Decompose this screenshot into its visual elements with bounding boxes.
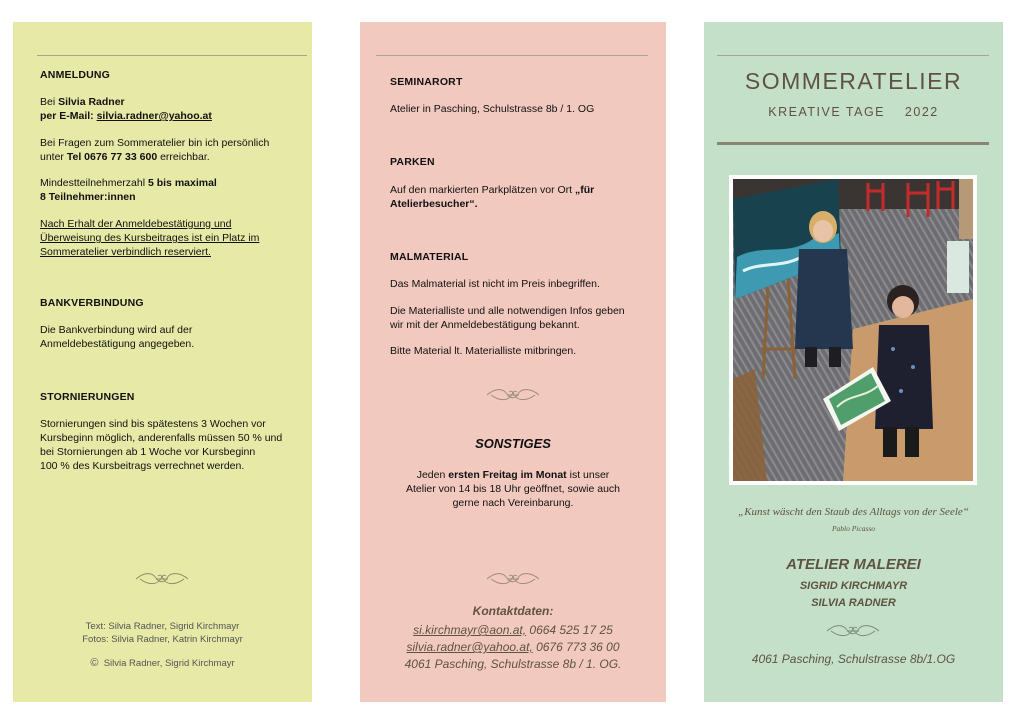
kontakt-email-2[interactable]: silvia.radner@yahoo.at, xyxy=(406,640,533,654)
min-participants-line xyxy=(40,176,217,190)
kontakt-phone-2: 0676 773 36 00 xyxy=(532,640,620,654)
heading-bankverbindung: BANKVERBINDUNG xyxy=(40,297,144,309)
photo-illustration xyxy=(733,179,973,481)
parken-line-1 xyxy=(390,183,594,197)
kontakt-email-1[interactable]: si.kirchmayr@aon.at, xyxy=(413,623,527,637)
ornament-flourish-icon xyxy=(485,570,541,588)
malmaterial-p2-line1: Die Materialliste und alle notwendigen Infos geben xyxy=(390,305,625,317)
artists-photo xyxy=(729,175,977,485)
seminarort-text: Atelier in Pasching, Schulstrasse 8b / 1. OG xyxy=(390,103,595,115)
panel-registration xyxy=(13,22,312,702)
cover-subtitle-line xyxy=(704,105,1003,119)
storno-line-2: Kursbeginn möglich, anderenfalls müssen 50 % und xyxy=(40,432,283,444)
text-max: 8 Teilnehmer:innen xyxy=(40,191,136,203)
sonstiges-text-c: ist unser xyxy=(566,469,610,481)
contact-email-line xyxy=(40,109,212,123)
cover-year: 2022 xyxy=(904,105,939,119)
storno-line-1: Stornierungen sind bis spätestens 3 Wochen vor xyxy=(40,418,266,430)
artist-name-2: SILVIA RADNER xyxy=(811,597,896,609)
text-bei: Bei xyxy=(40,96,59,108)
storno-line-3: bei Stornierungen ab 1 Woche vor Kursbeginn xyxy=(40,446,256,458)
storno-line-4: 100 % des Kursbeitrags verrechnet werden. xyxy=(40,460,245,472)
nach-line-2: Überweisung des Kursbeitrages ist ein Platz im xyxy=(40,232,260,244)
parken-bold-1: „für xyxy=(575,184,595,196)
heading-parken: PARKEN xyxy=(390,156,435,168)
parken-bold-2: Atelierbesucher“. xyxy=(390,198,478,210)
artist-name-1: SIGRID KIRCHMAYR xyxy=(799,580,908,592)
email-link[interactable]: silvia.radner@yahoo.at xyxy=(96,110,212,122)
heading-malmaterial: MALMATERIAL xyxy=(390,251,469,263)
credits-fotos: Fotos: Silvia Radner, Katrin Kirchmayr xyxy=(82,634,243,645)
fragen-line-1: Bei Fragen zum Sommeratelier bin ich persönlich xyxy=(40,137,270,149)
bank-line-2: Anmeldebestätigung angegeben. xyxy=(40,338,195,350)
text-min-range: 5 bis maximal xyxy=(147,177,217,189)
heading-seminarort: SEMINARORT xyxy=(390,76,463,88)
divider-top xyxy=(717,55,989,56)
text-unter: unter xyxy=(40,151,67,163)
parken-line-2 xyxy=(390,197,478,211)
panel-info xyxy=(360,22,666,702)
phone-number: Tel 0676 77 33 600 xyxy=(66,151,158,163)
credits-text: Text: Silvia Radner, Sigrid Kirchmayr xyxy=(85,621,240,632)
bank-line-1: Die Bankverbindung wird auf der xyxy=(40,324,193,336)
divider-top xyxy=(376,55,648,56)
ornament-flourish-icon xyxy=(825,622,881,640)
heading-anmeldung: ANMELDUNG xyxy=(40,69,111,81)
malmaterial-p3: Bitte Material lt. Materialliste mitbringen. xyxy=(390,345,577,357)
atelier-name: ATELIER MALEREI xyxy=(786,556,921,573)
divider-top xyxy=(37,55,307,56)
nach-line-3: Sommeratelier verbindlich reserviert. xyxy=(40,246,211,258)
heading-stornierungen: STORNIERUNGEN xyxy=(40,391,135,403)
sonstiges-text-a: Jeden xyxy=(416,469,449,481)
text-min: Mindestteilnehmerzahl xyxy=(40,177,148,189)
contact-name-line xyxy=(40,95,125,109)
kontakt-line-2 xyxy=(360,639,666,656)
kontakt-phone-1: 0664 525 17 25 xyxy=(526,623,613,637)
sonstiges-line-3: gerne nach Vereinbarung. xyxy=(452,497,574,509)
sonstiges-line-1 xyxy=(360,468,666,482)
cover-subtitle: KREATIVE TAGE xyxy=(768,105,886,119)
contact-name: Silvia Radner xyxy=(58,96,125,108)
ornament-flourish-icon xyxy=(134,570,190,588)
nach-line-1: Nach Erhalt der Anmeldebestätigung und xyxy=(40,218,232,230)
kontakt-line-1 xyxy=(360,622,666,639)
parken-text: Auf den markierten Parkplätzen vor Ort xyxy=(390,184,575,196)
sonstiges-bold: ersten Freitag im Monat xyxy=(448,469,567,481)
quote-author: Pablo Picasso xyxy=(831,524,876,533)
malmaterial-p2-line2: wir mit der Anmeldebestätigung bekannt. xyxy=(390,319,580,331)
cover-title: SOMMERATELIER xyxy=(744,68,963,94)
sonstiges-line-2: Atelier von 14 bis 18 Uhr geöffnet, sowie auch xyxy=(405,483,621,495)
copyright-line xyxy=(13,657,312,670)
kontakt-heading: Kontaktdaten: xyxy=(472,604,554,618)
divider-thick xyxy=(717,142,989,145)
copyright-holders: Silvia Radner, Sigrid Kirchmayr xyxy=(103,658,235,669)
malmaterial-p1: Das Malmaterial ist nicht im Preis inbegriffen. xyxy=(390,278,600,290)
max-participants-line xyxy=(40,190,136,204)
kontakt-address: 4061 Pasching, Schulstrasse 8b / 1. OG. xyxy=(404,657,622,671)
email-prefix: per E-Mail: xyxy=(40,110,97,122)
fragen-line-2 xyxy=(40,150,210,164)
heading-sonstiges: SONSTIGES xyxy=(475,436,551,451)
panel-cover xyxy=(704,22,1003,702)
text-erreichbar: erreichbar. xyxy=(157,151,210,163)
cover-address: 4061 Pasching, Schulstrasse 8b/1.OG xyxy=(751,652,956,666)
ornament-flourish-icon xyxy=(485,386,541,404)
quote-text: „Kunst wäscht den Staub des Alltags von der Seele“ xyxy=(738,506,969,518)
copyright-icon: © xyxy=(90,657,99,669)
